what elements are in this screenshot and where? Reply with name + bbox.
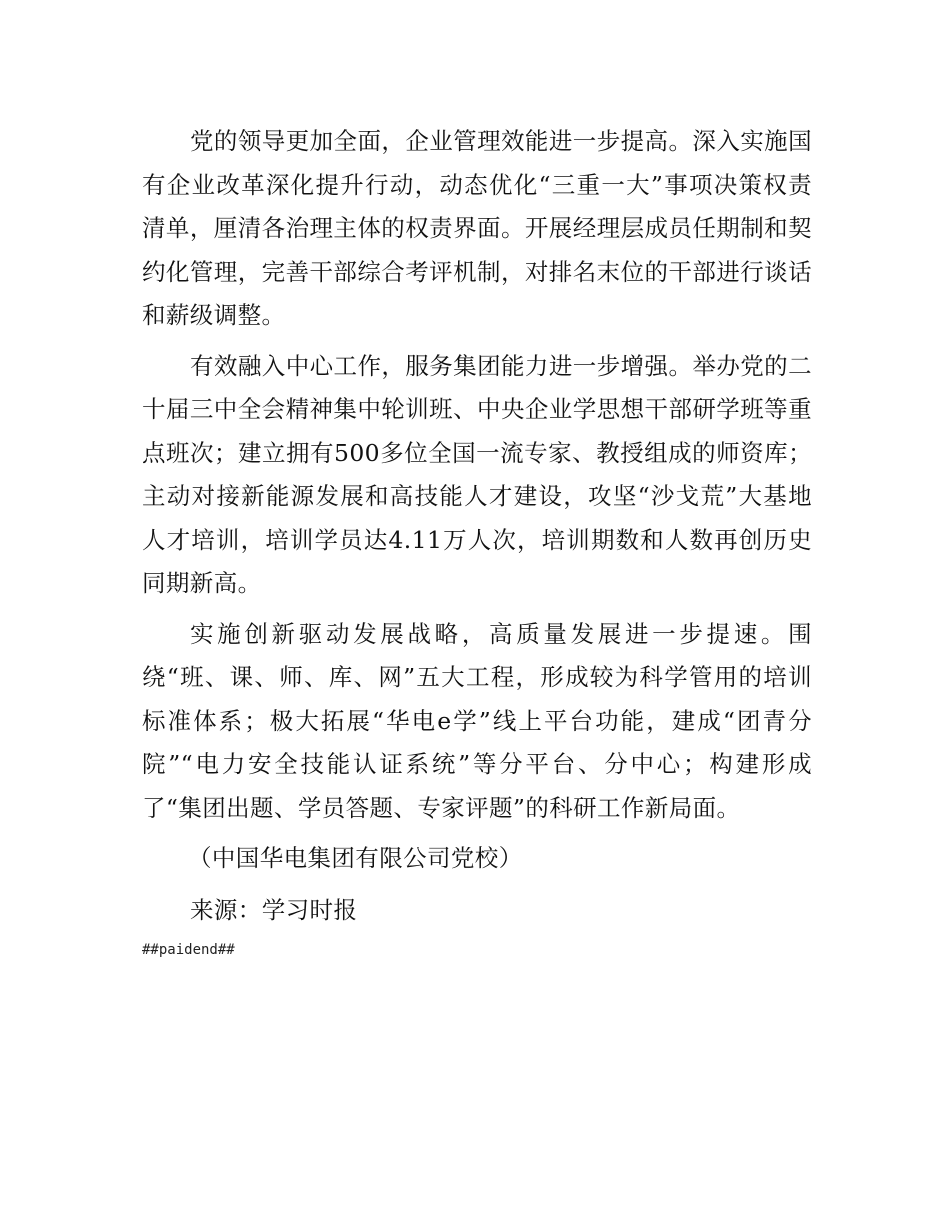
paid-end-marker: ##paidend##: [142, 942, 235, 958]
paragraph-party-leadership: 党的领导更加全面，企业管理效能进一步提高。深入实施国有企业改革深化提升行动，动态优化“三重一大”事项决策权责清单，厘清各治理主体的权责界面。开展经理层成员任期制和契约化管理，完善干部综合考评机制，对排名末位的干部进行谈话和薪级调整。: [142, 127, 812, 329]
article-body: [142, 120, 812, 932]
paragraph-innovation: 实施创新驱动发展战略，高质量发展进一步提速。围绕“班、课、师、库、网”五大工程，形成较为科学管用的培训标准体系；极大拓展“华电e学”线上平台功能，建成“团青分院”“电力安全技能认证系统”等分平台、分中心；构建形成了“集团出题、学员答题、专家评题”的科研工作新局面。: [142, 619, 812, 822]
source-line: 来源：学习时报: [190, 895, 358, 924]
paragraph-central-work: 有效融入中心工作，服务集团能力进一步增强。举办党的二十届三中全会精神集中轮训班、中央企业学思想干部研学班等重点班次；建立拥有500多位全国一流专家、教授组成的师资库；主动对接新能源发展和高技能人才建设，攻坚“沙戈荒”大基地人才培训，培训学员达4.11万人次，培训期数和人数再创历史同期新高。: [142, 351, 812, 597]
author-signature: （中国华电集团有限公司党校）: [188, 844, 523, 872]
